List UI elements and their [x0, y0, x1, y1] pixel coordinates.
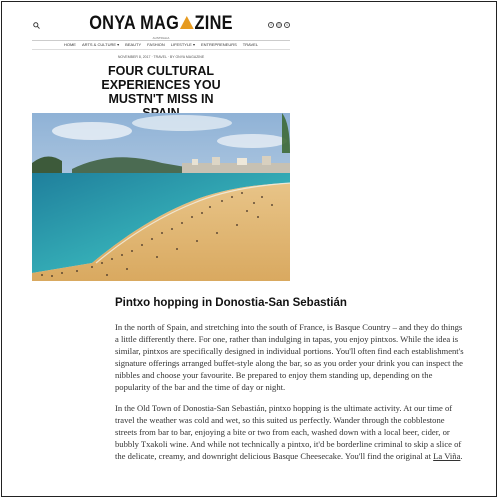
site-logo[interactable] [50, 14, 272, 34]
facebook-icon[interactable]: f [268, 22, 274, 28]
nav-item-travel[interactable]: TRAVEL [242, 42, 259, 47]
nav-item-home[interactable]: HOME [63, 42, 76, 47]
instagram-icon[interactable]: ◎ [277, 22, 281, 27]
twitter-icon[interactable]: t [284, 22, 290, 28]
section-heading: Pintxo hopping in Donostia-San Sebastián [115, 297, 347, 309]
social-links [268, 22, 290, 28]
article-paragraph-1: In the north of Spain, and stretching into the south of France, is Basque Country – and they do things a little differently there. For one, rather than indulging in tapas, you enjoy pintxos. While the idea is similar, pintxos are specifically designed in individual portions. You'll often find each establishment's signature offerings arranged buffet-style along the bar, so as you order your drink you can inspect the nibbles and choose your favourite. Be prepared to enjoy them standing up, depending on the popularity of the bar and the time of day or night. [115, 322, 464, 392]
paragraph-2-end: . [460, 451, 463, 461]
nav-item-beauty[interactable]: BEAUTY [125, 42, 142, 47]
nav-item-fashion[interactable]: FASHION [147, 42, 165, 47]
australia-map-icon [180, 16, 194, 29]
article-paragraph-2 [115, 402, 467, 462]
article-meta: NOVEMBER 8, 2017 · TRAVEL · BY ONYA MAGAZINE [117, 55, 205, 59]
nav-item-arts-culture[interactable]: ARTS & CULTURE ▾ [81, 42, 120, 47]
article-title: FOUR CULTURAL EXPERIENCES YOU MUSTN'T MISS IN [101, 64, 221, 106]
paragraph-2-text: In the Old Town of Donostia-San Sebastián, pintxo hopping is the ultimate activity. At our time of travel the weather was cold and wet, so this suited us perfectly. Wander through the cobblestone streets from bar to bar, enjoying a bite or two from each, washed down with a local beer, cider, or bubbly Txakoli wine. And while not technically a pintxo, it'd be borderline criminal to skip a slice of the delicate, creamy, and downright delicious Basque Cheesecake. You'll find the original at [115, 403, 462, 461]
search-icon[interactable] [33, 22, 40, 29]
logo-text-left: ONYA MAG [89, 13, 180, 34]
nav-divider [32, 49, 290, 50]
nav-item-entrepreneurs[interactable]: ENTREPRENEURS [200, 42, 237, 47]
hero-image-beach [32, 113, 290, 281]
main-nav [32, 42, 290, 47]
logo-subtitle: AUSTRALIA [152, 36, 170, 40]
la-vina-link[interactable]: La Viña [433, 451, 461, 461]
logo-text-right: ZINE [194, 13, 233, 34]
site-header [32, 8, 290, 41]
nav-item-lifestyle[interactable]: LIFESTYLE ▾ [170, 42, 195, 47]
